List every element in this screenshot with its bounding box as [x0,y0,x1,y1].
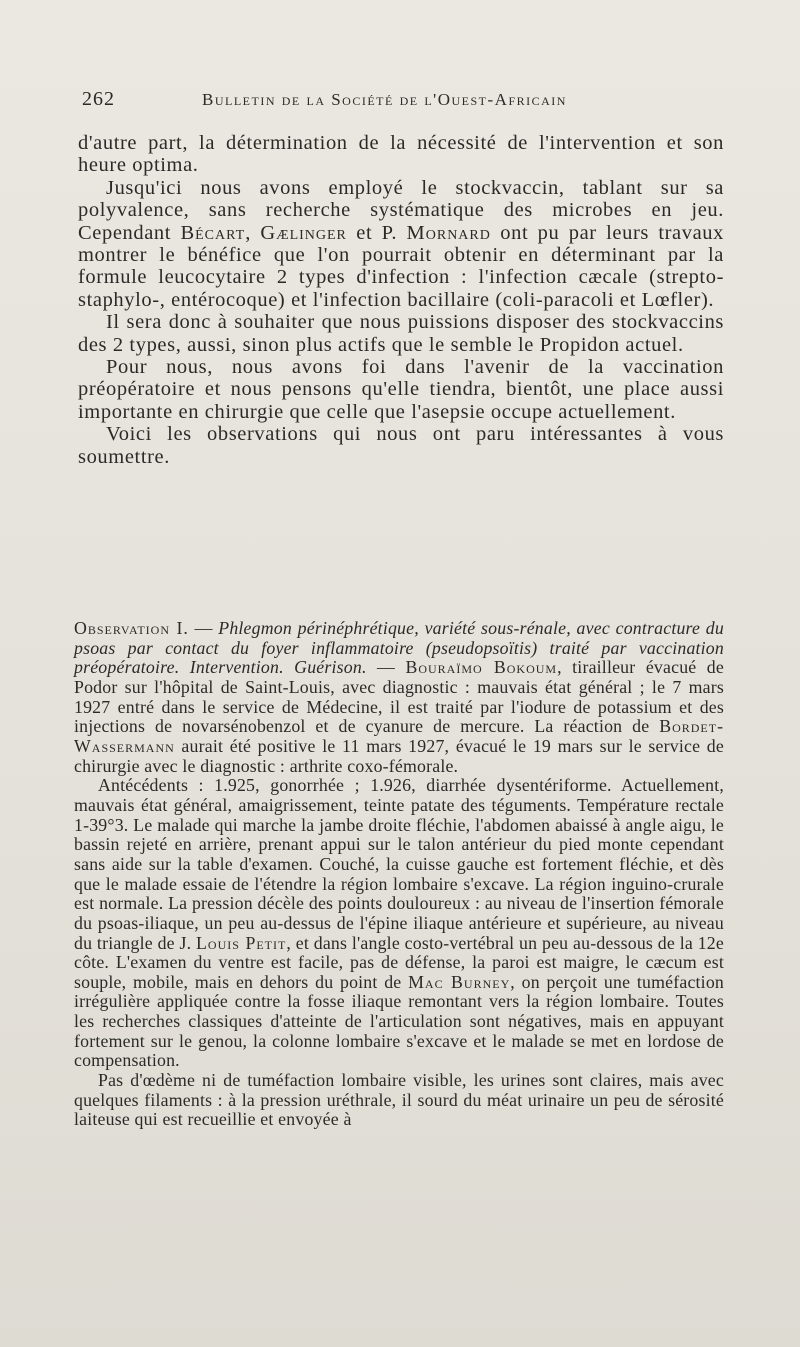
observation-section [74,619,724,1130]
paragraph: d'autre part, la détermination de la nécessité de l'intervention et son heure optima. [78,132,724,177]
observation-paragraph: Observation I. — Phlegmon périnéphrétique, variété sous-rénale, avec contracture du psoas par contact du foyer inflammatoire (pseudopsoïtis) traité par vaccination préopératoire. Intervention. Guérison. — Bouraïmo Bokoum, tirailleur évacué de Podor sur l'hôpital de Saint-Louis, avec diagnostic : mauvais état général ; le 7 mars 1927 entré dans le service de Médecine, il est traité par l'iodure de potassium et des injections de novarsénobenzol et de cyanure de mercure. La réaction de Bordet-Wassermann aurait été positive le 11 mars 1927, évacué le 19 mars sur le service de chirurgie avec le diagnostic : arthrite coxo-fémorale. [74,618,724,776]
paragraph: Voici les observations qui nous ont paru intéressantes à vous soumettre. [78,423,724,468]
main-text [78,132,724,468]
running-head: Bulletin de la Société de l'Ouest-Africain [202,90,567,109]
paragraph: Pour nous, nous avons foi dans l'avenir de la vaccination préopératoire et nous pensons qu'elle tiendra, bientôt, une place aussi importante en chirurgie que celle que l'asepsie occupe actuellement. [78,356,724,423]
author-name: Gælinger [260,221,347,244]
observation-paragraph: Antécédents : 1.925, gonorrhée ; 1.926, diarrhée dysentériforme. Actuellement, mauvais état général, amaigrissement, teinte patate des téguments. Température rectale 1-39°3. Le malade qui marche la jambe droite fléchie, l'abdomen abaissé à angle aigu, le bassin rejeté en arrière, prenant appui sur le talon antérieur du pied monte cependant sans aide sur la table d'examen. Couché, la cuisse gauche est fortement fléchie, et dès que le malade essaie de l'étendre la région lombaire s'excave. La région inguino-crurale est normale. La pression décèle des points douloureux : au niveau de l'insertion fémorale du psoas-iliaque, un peu au-dessus de l'épine iliaque antérieure et supérieure, au niveau du triangle de J. Louis Petit, et dans l'angle costo-vertébral un peu au-dessous de la 12e côte. L'examen du ventre est facile, pas de défense, la paroi est maigre, le cæcum est souple, mobile, mais en dehors du point de Mac Burney, on perçoit une tuméfaction irrégulière appliquée contre la fosse iliaque remontant vers la région lombaire. Toutes les recherches classiques d'atteinte de l'articulation sont négatives, mais en appuyant fortement sur le genou, la colonne lombaire s'excave et le malade se met en lordose de compensation. [74,775,725,1071]
observation-paragraph: Pas d'œdème ni de tuméfaction lombaire visible, les urines sont claires, mais avec quelques filaments : à la pression uréthrale, il sourd du méat urinaire un peu de sérosité laiteuse qui est recueillie et envoyée à [74,1070,724,1130]
observation-title: Phlegmon périnéphrétique, variété sous-rénale, avec contracture du psoas par contact du foyer inflammatoire (pseudopsoïtis) traité par vaccination préopératoire. Intervention. Guérison. [74,618,724,678]
patient-name: Bouraïmo Bokoum [405,657,558,678]
author-name: Mac Burney [408,971,511,992]
observation-label: Observation I. [74,618,189,638]
author-name: Bécart [180,221,246,244]
page-header [82,88,722,114]
paragraph: Jusqu'ici nous avons employé le stockvaccin, tablant sur sa polyvalence, sans recherche systématique des microbes en jeu. Cependant Bécart, Gælinger et P. Mornard ont pu par leurs travaux montrer le bénéfice que l'on pourrait obtenir en déterminant par la formule leucocytaire 2 types d'infection : l'infection cæcale (strepto-staphylo-, entérocoque) et l'infection bacillaire (coli-paracoli et Lœfler). [78,176,725,311]
page-number: 262 [82,88,115,110]
paragraph: Il sera donc à souhaiter que nous puissions disposer des stockvaccins des 2 types, aussi, sinon plus actifs que le semble le Propidon actuel. [78,311,724,356]
author-name: Louis Petit [196,932,287,953]
reaction-name: Bordet-Wassermann [74,716,724,756]
author-name: Mornard [406,221,491,244]
